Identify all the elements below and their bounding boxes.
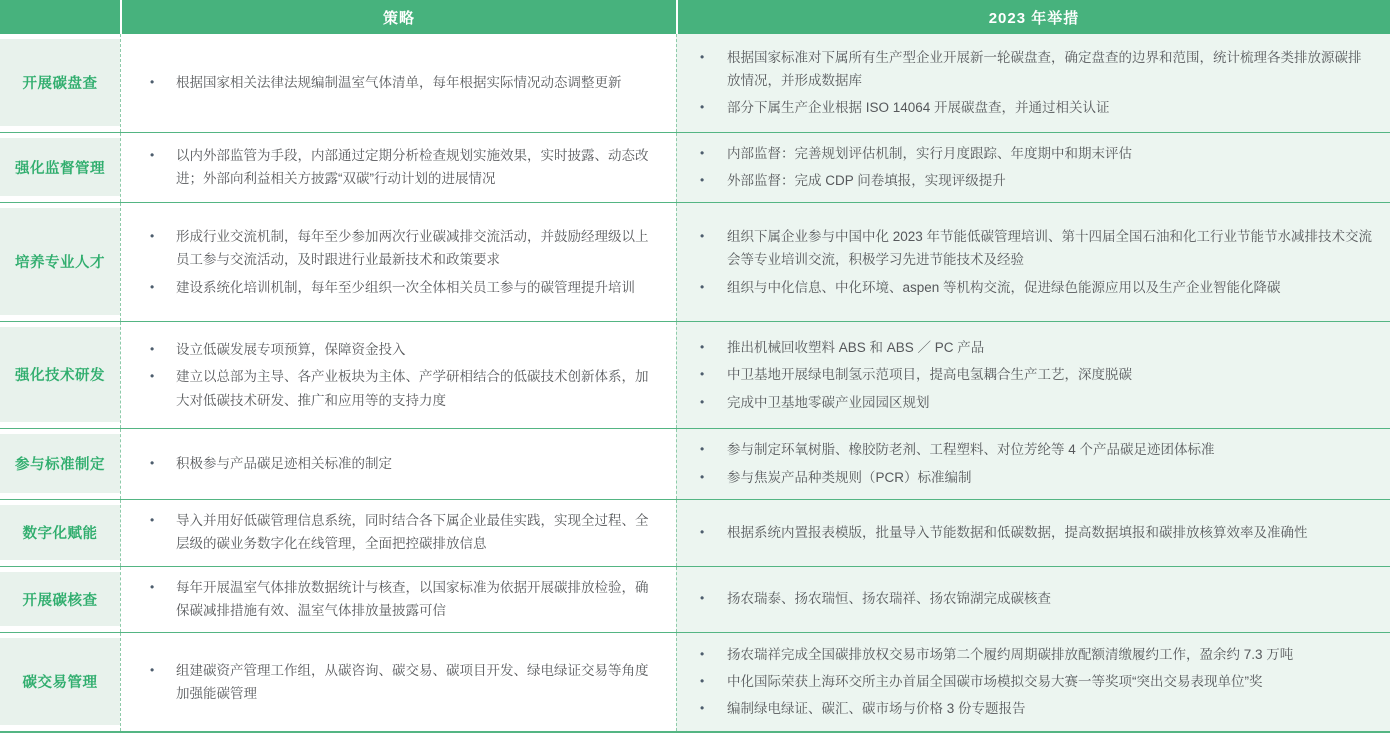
bullet-item: • 积极参与产品碳足迹相关标准的制定 (121, 452, 660, 475)
bullet-item: • 部分下属生产企业根据 ISO 14064 开展碳盘查，并通过相关认证 (677, 96, 1374, 119)
bullet-item: • 中卫基地开展绿电制氢示范项目，提高电氢耦合生产工艺，深度脱碳 (677, 363, 1374, 386)
bullet-item: • 组织与中化信息、中化环境、aspen 等机构交流，促进绿色能源应用以及生产企业智能化降碳 (677, 276, 1374, 299)
strategy-list (121, 216, 676, 309)
bullet-item: • 完成中卫基地零碳产业园园区规划 (677, 391, 1374, 414)
row-label: 强化技术研发 (15, 368, 105, 385)
row-label-background (0, 208, 120, 315)
strategy-list (121, 567, 676, 632)
bullet-item: • 每年开展温室气体排放数据统计与核查，以国家标准为依据开展碳排放检验，确保碳减排措施有效、温室气体排放量披露可信 (121, 576, 660, 622)
bullet-item: • 组织下属企业参与中国中化 2023 年节能低碳管理培训、第十四届全国石油和化工行业节能节水减排技术交流会等专业培训交流，积极学习先进节能技术及经验 (677, 225, 1374, 271)
strategy-list (121, 135, 676, 200)
strategy-cell (120, 34, 676, 132)
bullet-item: • 内部监督：完善规划评估机制，实行月度跟踪、年度期中和期末评估 (677, 142, 1374, 165)
measures-cell (676, 203, 1390, 321)
bullet-item: • 编制绿电绿证、碳汇、碳市场与价格 3 份专题报告 (677, 697, 1374, 720)
bullet-item: • 根据国家标准对下属所有生产型企业开展新一轮碳盘查，确定盘查的边界和范围，统计梳理各类排放源碳排放情况，并形成数据库 (677, 46, 1374, 92)
row-label-cell (0, 203, 120, 321)
bullet-item: • 中化国际荣获上海环交所主办首届全国碳市场模拟交易大赛一等奖项“突出交易表现单位”奖 (677, 670, 1374, 693)
bullet-item: • 外部监督：完成 CDP 问卷填报，实现评级提升 (677, 169, 1374, 192)
row-label-cell (0, 133, 120, 202)
table-row (0, 632, 1390, 731)
measures-cell (676, 429, 1390, 498)
table-row (0, 499, 1390, 566)
row-label-background (0, 572, 120, 626)
measures-list (677, 512, 1390, 554)
measures-list (677, 327, 1390, 424)
table-row (0, 566, 1390, 632)
row-label: 培养专业人才 (15, 255, 105, 272)
row-label: 数字化赋能 (22, 525, 98, 542)
measures-list (677, 429, 1390, 498)
measures-cell (676, 34, 1390, 132)
table-row (0, 202, 1390, 321)
strategy-cell (120, 500, 676, 566)
measures-cell (676, 567, 1390, 632)
row-label-background (0, 434, 120, 492)
row-label-background (0, 327, 120, 422)
strategy-list (121, 650, 676, 715)
row-label: 参与标准制定 (15, 457, 105, 474)
bullet-item: • 扬农瑞泰、扬农瑞恒、扬农瑞祥、扬农锦湖完成碳核查 (677, 587, 1374, 610)
strategy-list (121, 443, 676, 485)
row-label-background (0, 638, 120, 725)
table-row (0, 34, 1390, 132)
row-label: 碳交易管理 (22, 675, 98, 692)
strategy-cell (120, 567, 676, 632)
table-row (0, 428, 1390, 498)
header-cell-empty (0, 0, 120, 34)
strategy-cell (120, 322, 676, 428)
header-cell-measures: 2023 年举措 (676, 0, 1390, 34)
strategy-cell (120, 203, 676, 321)
measures-cell (676, 322, 1390, 428)
strategy-list (121, 329, 676, 422)
row-label: 强化监督管理 (15, 160, 105, 177)
strategy-cell (120, 133, 676, 202)
bullet-item: • 导入并用好低碳管理信息系统，同时结合各下属企业最佳实践，实现全过程、全层级的碳业务数字化在线管理，全面把控碳排放信息 (121, 509, 660, 555)
row-label: 开展碳盘查 (22, 76, 98, 92)
bullet-item: • 参与制定环氧树脂、橡胶防老剂、工程塑料、对位芳纶等 4 个产品碳足迹团体标准 (677, 438, 1374, 461)
row-label-cell (0, 429, 120, 498)
bullet-item: • 推出机械回收塑料 ABS 和 ABS ／ PC 产品 (677, 336, 1374, 359)
strategy-list (121, 500, 676, 565)
bullet-item: • 设立低碳发展专项预算，保障资金投入 (121, 338, 660, 361)
strategy-cell (120, 633, 676, 731)
row-label-cell (0, 567, 120, 632)
table-row (0, 321, 1390, 428)
bullet-item: • 参与焦炭产品种类规则（PCR）标准编制 (677, 466, 1374, 489)
measures-cell (676, 633, 1390, 731)
row-label-cell (0, 322, 120, 428)
row-label-cell (0, 633, 120, 731)
row-label-cell (0, 500, 120, 566)
measures-cell (676, 133, 1390, 202)
measures-list (677, 578, 1390, 620)
bullet-item: • 以内外部监管为手段，内部通过定期分析检查规划实施效果，实时披露、动态改进；外部向利益相关方披露“双碳”行动计划的进展情况 (121, 144, 660, 190)
table-row (0, 132, 1390, 202)
bullet-item: • 组建碳资产管理工作组，从碳咨询、碳交易、碳项目开发、绿电绿证交易等角度加强能碳管理 (121, 659, 660, 705)
bullet-item: • 建立以总部为主导、各产业板块为主体、产学研相结合的低碳技术创新体系，加大对低碳技术研发、推广和应用等的支持力度 (121, 365, 660, 411)
bullet-item: • 扬农瑞祥完成全国碳排放权交易市场第二个履约周期碳排放配额清缴履约工作，盈余约 7.3 万吨 (677, 643, 1374, 666)
measures-list (677, 37, 1390, 130)
row-label-cell (0, 34, 120, 132)
table-header-row (0, 0, 1390, 34)
header-cell-strategy: 策略 (120, 0, 676, 34)
measures-list (677, 634, 1390, 731)
row-label-background (0, 138, 120, 196)
strategy-cell (120, 429, 676, 498)
bullet-item: • 形成行业交流机制，每年至少参加两次行业碳减排交流活动，并鼓励经理级以上员工参与交流活动，及时跟进行业最新技术和政策要求 (121, 225, 660, 271)
bullet-item: • 根据国家相关法律法规编制温室气体清单，每年根据实际情况动态调整更新 (121, 71, 660, 94)
row-label: 开展碳核查 (22, 592, 98, 609)
strategy-list (121, 62, 676, 104)
bullet-item: • 建设系统化培训机制，每年至少组织一次全体相关员工参与的碳管理提升培训 (121, 276, 660, 299)
measures-list (677, 133, 1390, 202)
bullet-item: • 根据系统内置报表模版，批量导入节能数据和低碳数据，提高数据填报和碳排放核算效率及准确性 (677, 521, 1374, 544)
table-body (0, 34, 1390, 731)
row-label-background (0, 39, 120, 126)
measures-cell (676, 500, 1390, 566)
row-label-background (0, 505, 120, 560)
measures-list (677, 216, 1390, 309)
